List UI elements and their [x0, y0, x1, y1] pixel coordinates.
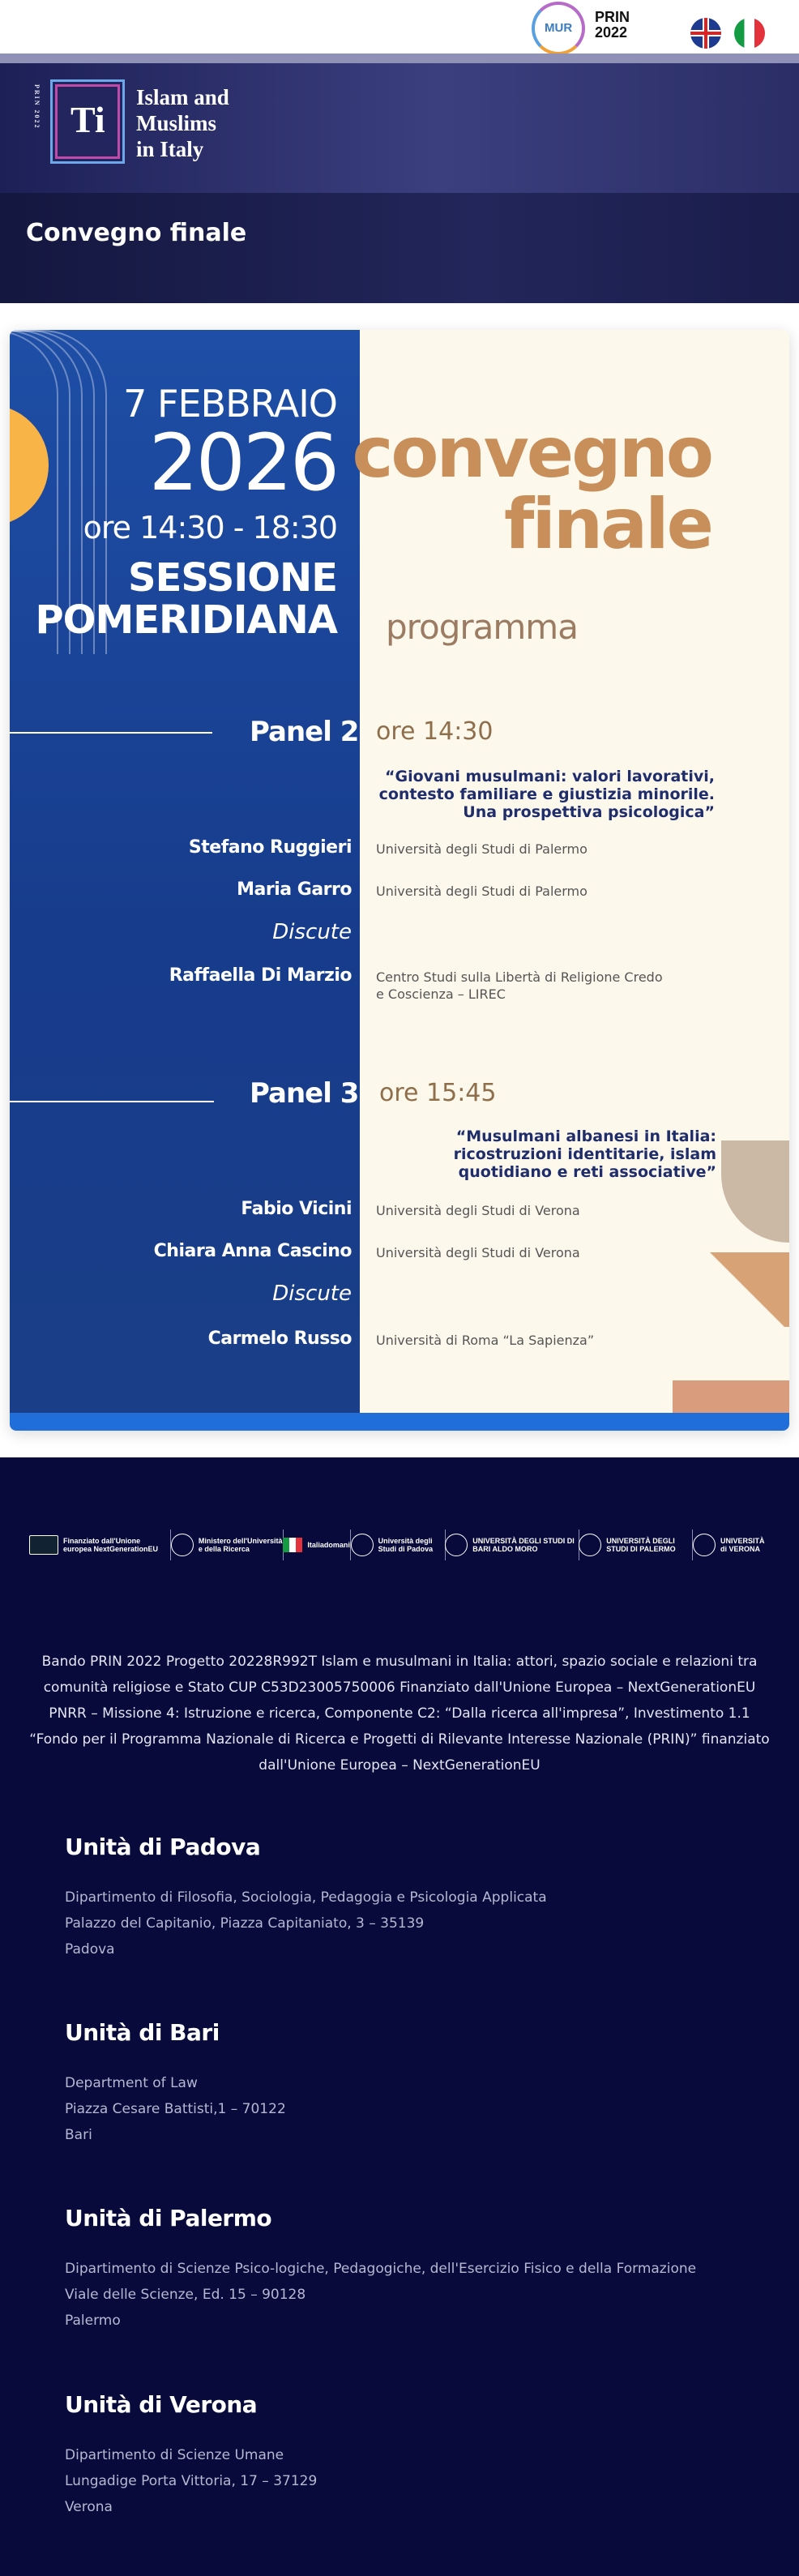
- discussant-affiliation: Centro Studi sulla Libertà di Religione Credo e Coscienza – LIREC: [376, 969, 663, 1002]
- speaker-affiliation: Università degli Studi di Verona: [376, 1203, 580, 1218]
- unit-department: Dipartimento di Scienze Umane: [65, 2447, 284, 2463]
- top-bar: [0, 0, 799, 53]
- site-logo[interactable]: [32, 79, 276, 169]
- heading-line-1: convegno: [352, 413, 711, 494]
- unit-address: Viale delle Scienze, Ed. 15 – 90128: [65, 2287, 306, 2303]
- logo-name: [136, 84, 229, 162]
- prin-2022-logo[interactable]: [532, 0, 637, 53]
- heading-line-2: finale: [504, 484, 711, 565]
- unit-bari: [65, 2019, 762, 2148]
- hero-banner: [0, 53, 799, 303]
- hero-bottom: [0, 193, 799, 303]
- prin-logo-text: [595, 10, 630, 41]
- unit-title: Unità di Padova: [65, 1834, 261, 1860]
- logo-line-2: Muslims: [136, 111, 217, 135]
- unit-department: Dipartimento di Filosofia, Sociologia, Pedagogia e Psicologia Applicata: [65, 1889, 547, 1906]
- unit-city: Palermo: [65, 2313, 121, 2329]
- sponsor-logos: [29, 1527, 770, 1563]
- unit-address: Palazzo del Capitanio, Piazza Capitaniato, 3 – 35139: [65, 1915, 425, 1932]
- discute-label: Discute: [272, 1282, 352, 1306]
- unit-title: Unità di Bari: [65, 2019, 220, 2046]
- poster-date: 7 FEBBRAIO: [123, 382, 337, 426]
- sponsor-label: UNIVERSITÀ di VERONA: [720, 1537, 765, 1553]
- unit-title: Unità di Verona: [65, 2391, 258, 2418]
- uk-flag-icon[interactable]: [690, 18, 721, 49]
- unit-verona: [65, 2391, 762, 2520]
- unit-title: Unità di Palermo: [65, 2205, 272, 2232]
- sponsor-label: Università degli Studi di Padova: [378, 1537, 434, 1553]
- unit-city: Bari: [65, 2127, 92, 2143]
- sponsor-padova[interactable]: [351, 1530, 445, 1560]
- logo-side-text: PRIN 2022: [33, 84, 41, 130]
- poster-session: [35, 557, 337, 641]
- logo-mark: Ti: [70, 99, 105, 140]
- panel-divider: [10, 732, 212, 734]
- unit-address: Piazza Cesare Battisti,1 – 70122: [65, 2101, 286, 2117]
- speaker-name: Stefano Ruggieri: [188, 837, 352, 858]
- prin-year: 2022: [595, 24, 628, 41]
- speaker-name: Fabio Vicini: [241, 1199, 352, 1219]
- prin-label: PRIN: [595, 9, 630, 25]
- poster-year: 2026: [148, 417, 337, 508]
- mur-ring-icon: [532, 2, 585, 55]
- unit-palermo: [65, 2205, 762, 2334]
- site-footer: [0, 1457, 799, 2576]
- poster-time: ore 14:30 - 18:30: [83, 510, 337, 546]
- speaker-name: Chiara Anna Cascino: [153, 1241, 352, 1261]
- sponsor-verona[interactable]: [693, 1530, 770, 1560]
- unit-department: Department of Law: [65, 2075, 198, 2091]
- session-line-2: POMERIDIANA: [35, 597, 337, 643]
- texture-decoration: [707, 1252, 789, 1327]
- texture-decoration: [673, 1380, 789, 1413]
- logo-mark-icon: [50, 79, 125, 164]
- funding-notice: Bando PRIN 2022 Progetto 20228R992T Islam e musulmani in Italia: attori, spazio sociale e relazioni tra comunità religiose e Stato CUP C53D23005750006 Finanziato dall'Unione Europea – NextGenerationEU PNRR – Missione 4: Istruzione e ricerca, Componente C2: “Dalla ricerca all'impresa”, Investimento 1.1 “Fondo per il Programma Nazionale di Ricerca e Progetti di Rilevante Interesse Nazionale (PRIN)” finanziato dall'Unione Europea – NextGenerationEU: [29, 1654, 770, 1774]
- panel-label: Panel 3: [250, 1077, 359, 1110]
- sponsor-eu[interactable]: [29, 1530, 170, 1560]
- panel-time: ore 14:30: [376, 717, 494, 746]
- logo-line-3: in Italy: [136, 137, 204, 161]
- speaker-affiliation: Università degli Studi di Verona: [376, 1245, 580, 1260]
- panel-divider: [10, 1101, 214, 1102]
- ministry-seal-icon: [171, 1534, 194, 1556]
- panel-time: ore 15:45: [379, 1079, 497, 1107]
- discussant-name: Raffaella Di Marzio: [169, 965, 352, 986]
- discute-label: Discute: [272, 920, 352, 944]
- discussant-affiliation: Università di Roma “La Sapienza”: [376, 1333, 595, 1348]
- talk-title: “Giovani musulmani: valori lavorativi, contesto familiare e giustizia minorile. Una prospettiva psicologica”: [378, 768, 715, 821]
- poster-footer-bar: [10, 1413, 789, 1431]
- unit-city: Padova: [65, 1941, 115, 1958]
- sponsor-label: UNIVERSITÀ DEGLI STUDI DI PALERMO: [606, 1537, 676, 1553]
- speaker-name: Maria Garro: [237, 879, 352, 900]
- sponsor-label: UNIVERSITÀ DEGLI STUDI DI BARI ALDO MORO: [472, 1537, 575, 1553]
- padova-seal-icon: [351, 1534, 374, 1556]
- italy-flag-icon[interactable]: [734, 18, 765, 49]
- poster-heading: [352, 413, 711, 565]
- eu-flag-icon: [29, 1535, 58, 1555]
- unit-address: Lungadige Porta Vittoria, 17 – 37129: [65, 2473, 318, 2489]
- session-line-1: SESSIONE: [128, 555, 337, 601]
- programma-label: programma: [386, 607, 578, 647]
- sponsor-mur[interactable]: [171, 1530, 283, 1560]
- sponsor-label: Finanziato dall'Unione europea NextGenerationEU: [63, 1537, 159, 1553]
- sponsor-label: Italiadomani: [307, 1541, 350, 1549]
- discussant-name: Carmelo Russo: [207, 1329, 352, 1349]
- unit-padova: [65, 1834, 762, 1962]
- verona-seal-icon: [693, 1534, 716, 1556]
- sponsor-palermo[interactable]: [579, 1530, 692, 1560]
- page-title: Convegno finale: [26, 219, 247, 247]
- palermo-seal-icon: [579, 1534, 601, 1556]
- sponsor-bari[interactable]: [445, 1530, 578, 1560]
- program-poster: [10, 330, 789, 1431]
- hero-strip: [0, 53, 799, 63]
- logo-line-1: Islam and: [136, 85, 229, 109]
- speaker-affiliation: Università degli Studi di Palermo: [376, 884, 588, 899]
- bari-seal-icon: [445, 1534, 468, 1556]
- unit-department: Dipartimento di Scienze Psico-logiche, Pedagogiche, dell'Esercizio Fisico e della Formazione: [65, 2261, 697, 2277]
- sponsor-label: Ministero dell'Università e della Ricerca: [198, 1537, 283, 1553]
- talk-title: “Musulmani albanesi in Italia: ricostruzioni identitarie, islam quotidiano e reti associative”: [453, 1128, 716, 1181]
- mur-label: MUR: [545, 21, 573, 35]
- unit-city: Verona: [65, 2499, 113, 2515]
- speaker-affiliation: Università degli Studi di Palermo: [376, 841, 588, 857]
- italia-domani-icon: [283, 1538, 302, 1552]
- sponsor-italiadomani[interactable]: [283, 1530, 350, 1560]
- panel-label: Panel 2: [250, 716, 359, 748]
